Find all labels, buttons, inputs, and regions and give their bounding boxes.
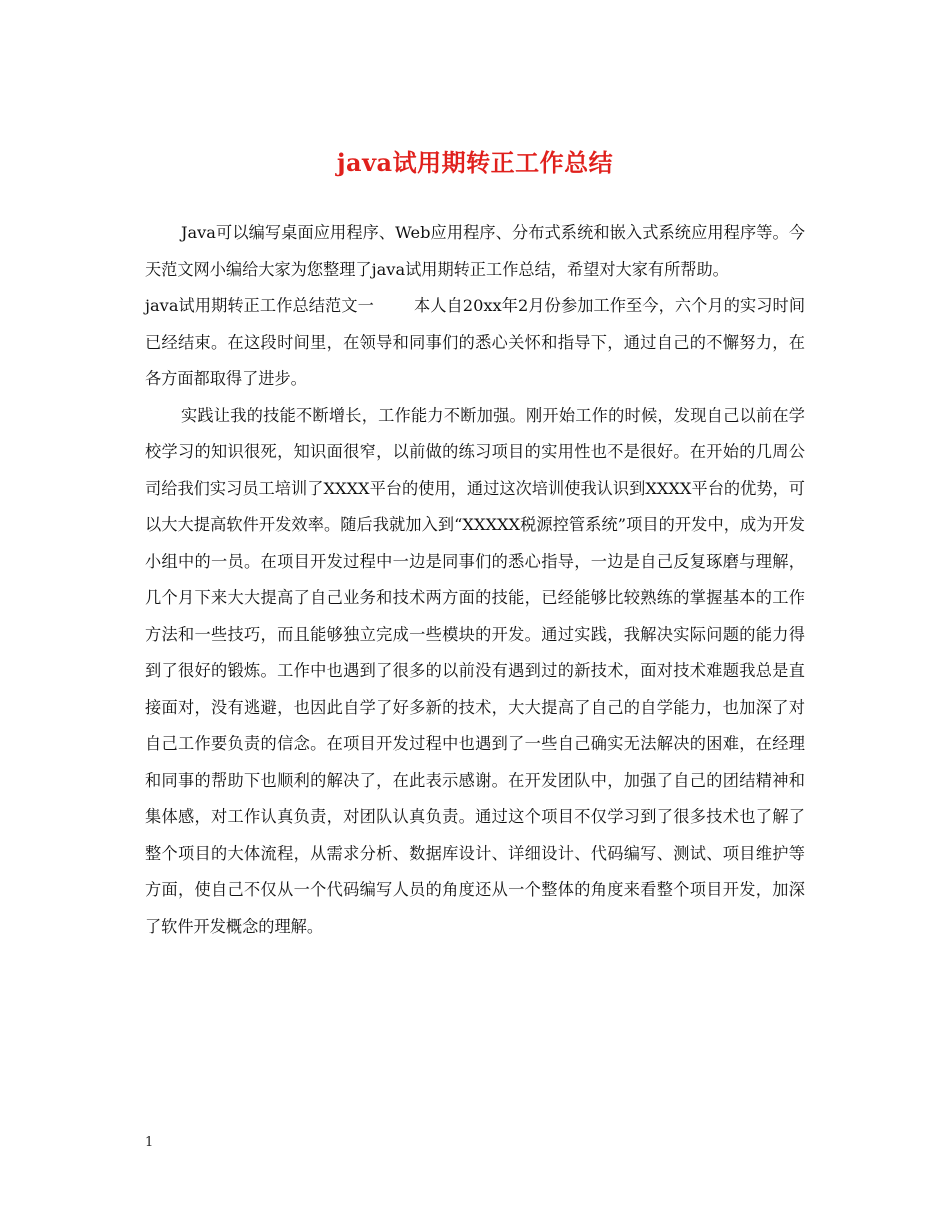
intro-paragraph: Java可以编写桌面应用程序、Web应用程序、分布式系统和嵌入式系统应用程序等。今天范文网小编给大家为您整理了java试用期转正工作总结，希望对大家有所帮助。 (145, 223, 805, 279)
document-title: java试用期转正工作总结 (336, 148, 614, 177)
sample-heading: java试用期转正工作总结范文一 (145, 296, 374, 315)
document-body (145, 215, 805, 945)
practice-paragraph: 实践让我的技能不断增长，工作能力不断加强。刚开始工作的时候，发现自己以前在学校学习的知识很死，知识面很窄，以前做的练习项目的实用性也不是很好。在开始的几周公司给我们实习员工培训了XXXX平台的使用，通过这次培训使我认识到XXXX平台的优势，可以大大提高软件开发效率。随后我就加入到“XXXXX税源控管系统”项目的开发中，成为开发小组中的一员。在项目开发过程中一边是同事们的悉心指导，一边是自己反复琢磨与理解，几个月下来大大提高了自己业务和技术两方面的技能，已经能够比较熟练的掌握基本的工作方法和一些技巧，而且能够独立完成一些模块的开发。通过实践，我解决实际问题的能力得到了很好的锻炼。工作中也遇到了很多的以前没有遇到过的新技术，面对技术难题我总是直接面对，没有逃避，也因此自学了好多新的技术，大大提高了自己的自学能力，也加深了对自己工作要负责的信念。在项目开发过程中也遇到了一些自己确实无法解决的困难，在经理和同事的帮助下也顺利的解决了，在此表示感谢。在开发团队中，加强了自己的团结精神和集体感，对工作认真负责，对团队认真负责。通过这个项目不仅学习到了很多技术也了解了整个项目的大体流程，从需求分析、数据库设计、详细设计、代码编写、测试、项目维护等方面，使自己不仅从一个代码编写人员的角度还从一个整体的角度来看整个项目开发，加深了软件开发概念的理解。 (145, 405, 805, 936)
sample-paragraph (145, 288, 805, 398)
page-number: 1 (145, 1135, 154, 1150)
sample-start-text: 本人自20xx年2月份参加工作至今，六个月的实习时间已经结束。在这段时间里，在领导和同事们的悉心关怀和指导下，通过自己的不懈努力，在各方面都取得了进步。 (145, 296, 806, 388)
